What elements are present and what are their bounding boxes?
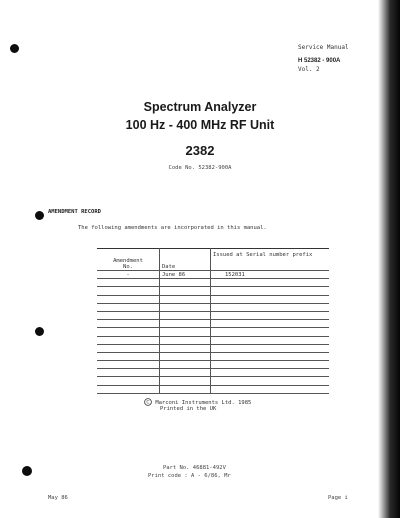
part-number: Part No. 46881-492V bbox=[163, 465, 226, 471]
col-date bbox=[160, 249, 211, 271]
table-row bbox=[97, 344, 329, 352]
table-row bbox=[97, 328, 329, 336]
copyright-icon bbox=[144, 398, 152, 406]
col-serial-prefix bbox=[211, 249, 330, 271]
amendment-intro: The following amendments are incorporated in this manual. bbox=[78, 225, 267, 231]
model-number: 2382 bbox=[185, 143, 215, 158]
title-line-2: 100 Hz - 400 MHz RF Unit bbox=[125, 118, 275, 132]
row-amendment-no: - bbox=[97, 271, 160, 279]
table-row bbox=[97, 352, 329, 360]
punch-hole-lower-mid bbox=[35, 327, 44, 336]
table-row bbox=[97, 320, 329, 328]
table-row bbox=[97, 361, 329, 369]
col-amendment-no-line2: No. bbox=[123, 264, 133, 270]
footer-date: May 86 bbox=[48, 495, 68, 501]
amendment-heading: AMENDMENT RECORD bbox=[48, 209, 101, 215]
table-row bbox=[97, 311, 329, 319]
row-serial-prefix: 152031 bbox=[211, 271, 330, 279]
table-row bbox=[97, 279, 329, 287]
code-number: Code No. 52382-900A bbox=[168, 165, 232, 171]
manual-type: Service Manual bbox=[298, 44, 349, 51]
copyright-text: Marconi Instruments Ltd. 1985 bbox=[155, 400, 252, 406]
table-row bbox=[97, 385, 329, 393]
volume: Vol. 2 bbox=[298, 66, 320, 73]
col-amendment-no bbox=[97, 249, 160, 271]
svg-text:C: C bbox=[146, 400, 150, 406]
col-amendment-no-line1: Amendment bbox=[113, 258, 143, 264]
table-row bbox=[97, 271, 329, 279]
copyright-line-1 bbox=[144, 398, 251, 406]
punch-hole-upper-mid bbox=[35, 211, 44, 220]
table-row bbox=[97, 377, 329, 385]
table-header-row bbox=[97, 249, 329, 271]
table-row bbox=[97, 303, 329, 311]
table-row bbox=[97, 295, 329, 303]
doc-number: H 52382 - 900A bbox=[298, 58, 341, 64]
col-serial-prefix-label: Issued at Serial number prefix bbox=[213, 252, 313, 258]
punch-hole-bottom bbox=[22, 466, 32, 476]
table-row bbox=[97, 287, 329, 295]
punch-hole-top bbox=[10, 44, 19, 53]
table-row bbox=[97, 369, 329, 377]
title-line-1: Spectrum Analyzer bbox=[143, 100, 257, 114]
table-row bbox=[97, 336, 329, 344]
copyright-line-2: Printed in the UK bbox=[160, 406, 217, 412]
print-code: Print code : A - 6/86, Mr bbox=[148, 473, 231, 479]
footer-page: Page i bbox=[328, 495, 348, 501]
row-date: June 86 bbox=[160, 271, 211, 279]
scan-edge bbox=[378, 0, 400, 518]
col-date-label: Date bbox=[162, 264, 176, 270]
amendment-table bbox=[97, 248, 329, 394]
